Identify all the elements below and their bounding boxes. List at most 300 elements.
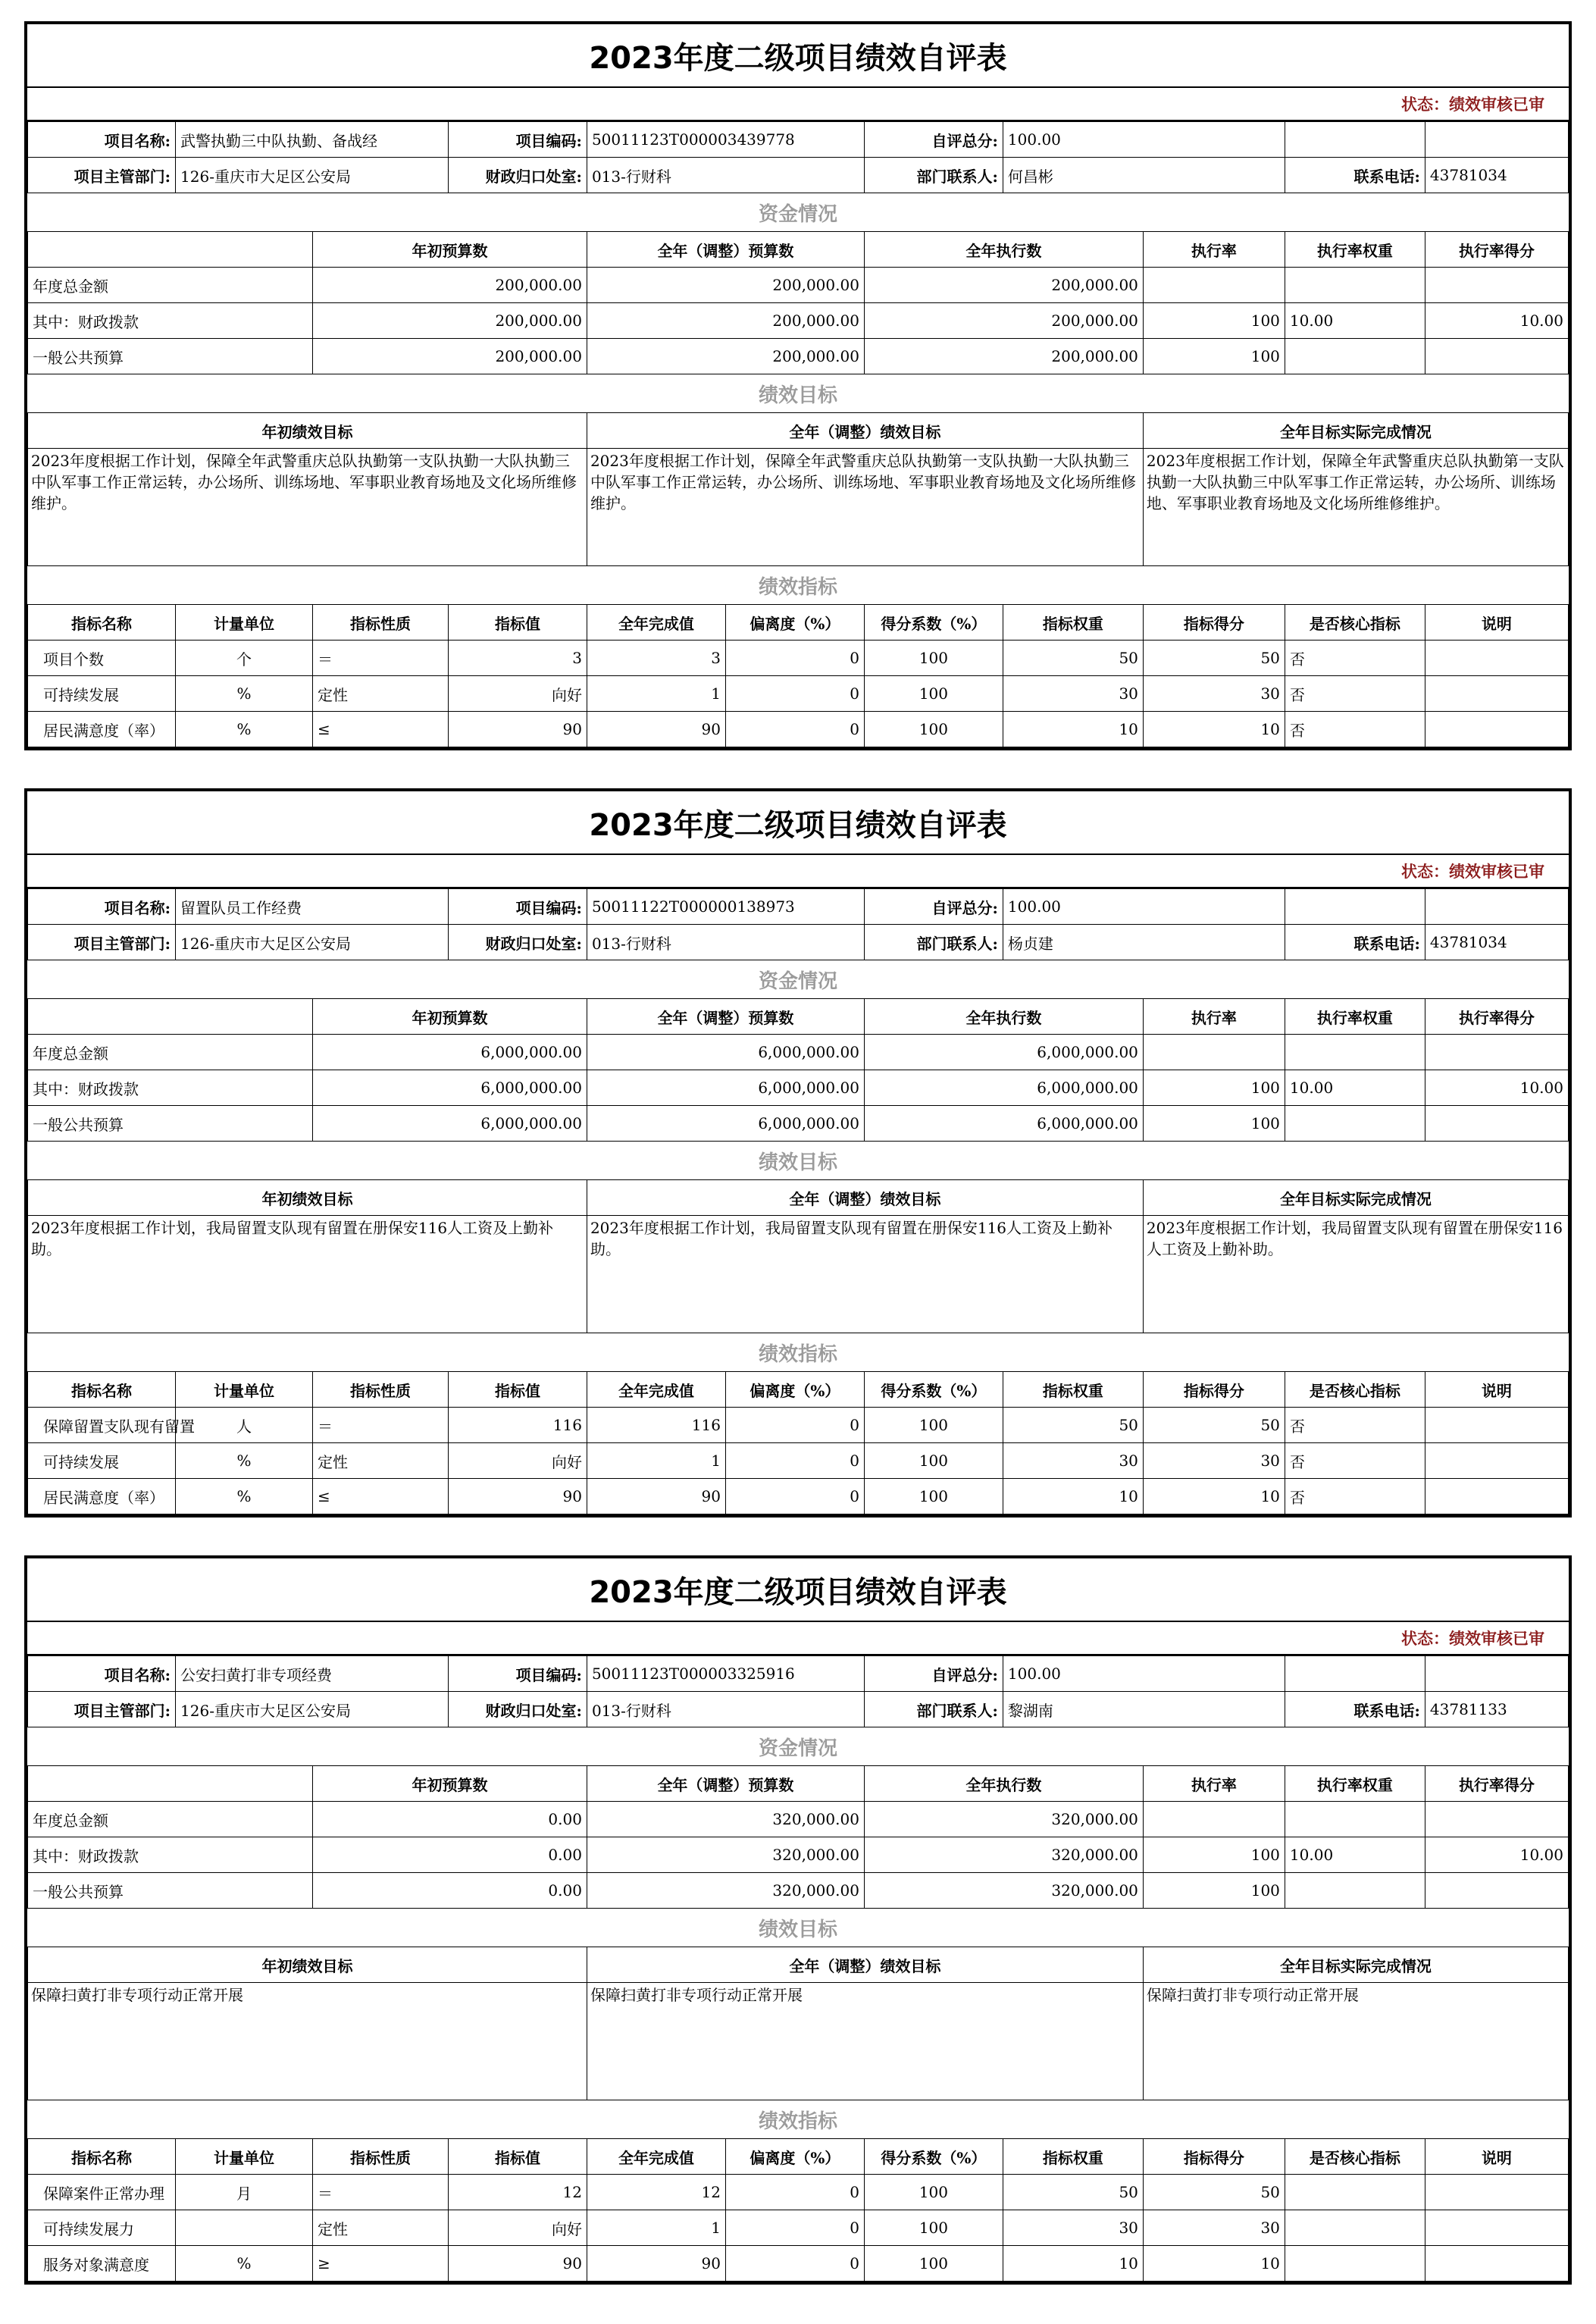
funds-column-header: 全年（调整）预算数 (587, 1766, 864, 1802)
indicators-section-header: 绩效指标 (28, 2100, 1569, 2139)
goal-column-header: 全年目标实际完成情况 (1143, 1947, 1568, 1983)
finance-office-value: 013-行财科 (587, 925, 864, 960)
indicator-name: 可持续发展 (28, 1443, 176, 1479)
rate-weight-value: 10.00 (1285, 1070, 1425, 1106)
initial-budget-value: 200,000.00 (313, 339, 587, 374)
project-name-value: 留置队员工作经费 (176, 889, 449, 925)
adjusted-budget-value: 200,000.00 (587, 303, 864, 339)
project-name-value: 公安扫黄打非专项经费 (176, 1656, 449, 1692)
project-name-value: 武警执勤三中队执勤、备战经 (176, 122, 449, 158)
indicator-note (1425, 1408, 1568, 1443)
indicator-coefficient: 100 (864, 1443, 1003, 1479)
project-name-label: 项目名称: (28, 1656, 176, 1692)
indicator-score: 10 (1143, 712, 1285, 747)
indicator-weight: 10 (1003, 1479, 1143, 1514)
goal-text: 2023年度根据工作计划，我局留置支队现有留置在册保安116人工资及上勤补助。 (1143, 1216, 1568, 1333)
execution-rate-value (1143, 268, 1285, 303)
indicator-row (28, 1479, 1569, 1514)
indicator-weight: 50 (1003, 2175, 1143, 2210)
indicator-nature: ≤ (313, 712, 449, 747)
indicator-column-header: 指标性质 (313, 1372, 449, 1408)
goal-text: 保障扫黄打非专项行动正常开展 (1143, 1983, 1568, 2100)
initial-budget-value: 0.00 (313, 1837, 587, 1873)
indicator-column-header: 指标性质 (313, 605, 449, 641)
status-row (27, 855, 1569, 888)
project-code-label: 项目编码: (448, 889, 587, 925)
indicator-deviation: 0 (725, 1408, 864, 1443)
rate-score-value: 10.00 (1425, 1837, 1568, 1873)
rate-weight-value: 10.00 (1285, 1837, 1425, 1873)
goal-text: 保障扫黄打非专项行动正常开展 (587, 1983, 1143, 2100)
indicator-score: 50 (1143, 641, 1285, 676)
adjusted-budget-value: 200,000.00 (587, 339, 864, 374)
indicator-column-header: 指标得分 (1143, 2139, 1285, 2175)
indicator-weight: 10 (1003, 712, 1143, 747)
indicator-actual: 116 (587, 1408, 725, 1443)
indicator-deviation: 0 (725, 2246, 864, 2282)
empty-cell (1425, 122, 1568, 158)
indicator-deviation: 0 (725, 1479, 864, 1514)
initial-budget-value: 0.00 (313, 1873, 587, 1909)
goals-row (28, 449, 1569, 566)
goal-column-header: 全年目标实际完成情况 (1143, 413, 1568, 449)
indicator-column-header: 指标得分 (1143, 1372, 1285, 1408)
funds-row (28, 303, 1569, 339)
form-table (27, 1655, 1569, 2282)
indicator-column-header: 全年完成值 (587, 605, 725, 641)
contact-person-label: 部门联系人: (864, 158, 1003, 193)
phone-value: 43781133 (1425, 1692, 1568, 1727)
indicator-nature: ≤ (313, 1479, 449, 1514)
execution-rate-value: 100 (1143, 1070, 1285, 1106)
dept-label: 项目主管部门: (28, 925, 176, 960)
dept-label: 项目主管部门: (28, 158, 176, 193)
execution-rate-value: 100 (1143, 339, 1285, 374)
rate-weight-value (1285, 1106, 1425, 1142)
indicator-column-header: 指标值 (448, 2139, 587, 2175)
initial-budget-value: 0.00 (313, 1802, 587, 1837)
executed-value: 320,000.00 (864, 1873, 1143, 1909)
executed-value: 6,000,000.00 (864, 1070, 1143, 1106)
contact-person-label: 部门联系人: (864, 925, 1003, 960)
indicator-value: 向好 (448, 2210, 587, 2246)
dept-label: 项目主管部门: (28, 1692, 176, 1727)
indicator-actual: 1 (587, 676, 725, 712)
indicator-nature: 定性 (313, 676, 449, 712)
funds-section-header: 资金情况 (28, 193, 1569, 232)
funds-column-header: 全年（调整）预算数 (587, 999, 864, 1035)
goals-section-header: 绩效目标 (28, 1142, 1569, 1180)
phone-label: 联系电话: (1285, 1692, 1425, 1727)
rate-weight-value (1285, 1035, 1425, 1070)
indicator-nature: ＝ (313, 1408, 449, 1443)
indicator-note (1425, 712, 1568, 747)
execution-rate-value (1143, 1035, 1285, 1070)
initial-budget-value: 6,000,000.00 (313, 1070, 587, 1106)
project-name-label: 项目名称: (28, 122, 176, 158)
indicator-weight: 10 (1003, 2246, 1143, 2282)
empty-cell (28, 232, 313, 268)
goal-text: 保障扫黄打非专项行动正常开展 (28, 1983, 587, 2100)
adjusted-budget-value: 6,000,000.00 (587, 1035, 864, 1070)
indicator-column-header: 全年完成值 (587, 2139, 725, 2175)
funds-column-header: 执行率得分 (1425, 232, 1568, 268)
indicator-column-header: 得分系数（%） (864, 1372, 1003, 1408)
funds-column-header: 执行率权重 (1285, 999, 1425, 1035)
self-score-label: 自评总分: (864, 122, 1003, 158)
status-row (27, 1622, 1569, 1655)
indicator-actual: 3 (587, 641, 725, 676)
indicators-section-header: 绩效指标 (28, 566, 1569, 605)
funds-row-label: 年度总金额 (28, 268, 313, 303)
indicator-actual: 1 (587, 1443, 725, 1479)
funds-header-row (28, 1766, 1569, 1802)
indicator-row (28, 641, 1569, 676)
funds-row-label: 年度总金额 (28, 1035, 313, 1070)
funds-column-header: 执行率权重 (1285, 232, 1425, 268)
indicator-score: 50 (1143, 1408, 1285, 1443)
indicators-section-header: 绩效指标 (28, 1333, 1569, 1372)
funds-row (28, 1837, 1569, 1873)
funds-section-header: 资金情况 (28, 960, 1569, 999)
contact-person-value: 黎湖南 (1003, 1692, 1285, 1727)
indicator-weight: 50 (1003, 1408, 1143, 1443)
funds-column-header: 全年执行数 (864, 999, 1143, 1035)
execution-rate-value: 100 (1143, 1873, 1285, 1909)
indicator-unit: 人 (176, 1408, 313, 1443)
goals-row (28, 1216, 1569, 1333)
goal-column-header: 年初绩效目标 (28, 1180, 587, 1216)
indicator-actual: 90 (587, 712, 725, 747)
indicator-core-flag (1285, 2210, 1425, 2246)
funds-row-label: 年度总金额 (28, 1802, 313, 1837)
goals-row (28, 1983, 1569, 2100)
goal-column-header: 年初绩效目标 (28, 413, 587, 449)
indicator-core-flag: 否 (1285, 1443, 1425, 1479)
indicator-unit: % (176, 1479, 313, 1514)
finance-office-label: 财政归口处室: (448, 1692, 587, 1727)
empty-cell (1425, 1656, 1568, 1692)
indicator-value: 向好 (448, 676, 587, 712)
self-score-value: 100.00 (1003, 122, 1285, 158)
status-text: 状态：绩效审核已审 (1401, 862, 1544, 881)
execution-rate-value (1143, 1802, 1285, 1837)
indicator-unit: 月 (176, 2175, 313, 2210)
goal-text: 2023年度根据工作计划，保障全年武警重庆总队执勤第一支队执勤一大队执勤三中队军事工作正常运转，办公场所、训练场地、军事职业教育场地及文化场所维修维护。 (28, 449, 587, 566)
finance-office-label: 财政归口处室: (448, 158, 587, 193)
adjusted-budget-value: 200,000.00 (587, 268, 864, 303)
indicator-column-header: 指标名称 (28, 1372, 176, 1408)
info-row (28, 158, 1569, 193)
goal-text: 2023年度根据工作计划，保障全年武警重庆总队执勤第一支队执勤一大队执勤三中队军事工作正常运转，办公场所、训练场地、军事职业教育场地及文化场所维修维护。 (1143, 449, 1568, 566)
info-row (28, 1692, 1569, 1727)
dept-value: 126-重庆市大足区公安局 (176, 158, 449, 193)
indicator-coefficient: 100 (864, 2246, 1003, 2282)
project-name-label: 项目名称: (28, 889, 176, 925)
indicator-weight: 50 (1003, 641, 1143, 676)
self-score-label: 自评总分: (864, 1656, 1003, 1692)
rate-score-value (1425, 268, 1568, 303)
phone-value: 43781034 (1425, 158, 1568, 193)
funds-header-row (28, 999, 1569, 1035)
indicator-column-header: 偏离度（%） (725, 605, 864, 641)
indicator-value: 90 (448, 1479, 587, 1514)
goal-text: 2023年度根据工作计划，保障全年武警重庆总队执勤第一支队执勤一大队执勤三中队军事工作正常运转，办公场所、训练场地、军事职业教育场地及文化场所维修维护。 (587, 449, 1143, 566)
indicator-note (1425, 2175, 1568, 2210)
funds-row-label: 一般公共预算 (28, 1873, 313, 1909)
phone-label: 联系电话: (1285, 925, 1425, 960)
self-score-label: 自评总分: (864, 889, 1003, 925)
goal-column-header: 全年（调整）绩效目标 (587, 1180, 1143, 1216)
indicator-header-row (28, 605, 1569, 641)
finance-office-value: 013-行财科 (587, 1692, 864, 1727)
indicator-column-header: 偏离度（%） (725, 1372, 864, 1408)
indicator-name: 居民满意度（率） (28, 1479, 176, 1514)
indicator-column-header: 指标权重 (1003, 605, 1143, 641)
funds-row (28, 1035, 1569, 1070)
indicator-weight: 30 (1003, 676, 1143, 712)
rate-score-value (1425, 1035, 1568, 1070)
indicator-core-flag (1285, 2246, 1425, 2282)
project-code-label: 项目编码: (448, 1656, 587, 1692)
goals-header-row (28, 1180, 1569, 1216)
funds-row (28, 1070, 1569, 1106)
funds-column-header: 执行率权重 (1285, 1766, 1425, 1802)
indicator-nature: ＝ (313, 641, 449, 676)
executed-value: 6,000,000.00 (864, 1035, 1143, 1070)
indicator-unit: % (176, 712, 313, 747)
indicator-row (28, 1408, 1569, 1443)
goals-section-header: 绩效目标 (28, 374, 1569, 413)
rate-weight-value (1285, 339, 1425, 374)
funds-section-header: 资金情况 (28, 1727, 1569, 1766)
status-row (27, 88, 1569, 121)
goal-text: 2023年度根据工作计划，我局留置支队现有留置在册保安116人工资及上勤补助。 (28, 1216, 587, 1333)
project-code-label: 项目编码: (448, 122, 587, 158)
project-code-value: 50011123T000003439778 (587, 122, 864, 158)
indicator-column-header: 指标名称 (28, 605, 176, 641)
indicator-column-header: 指标权重 (1003, 1372, 1143, 1408)
funds-column-header: 年初预算数 (313, 232, 587, 268)
dept-value: 126-重庆市大足区公安局 (176, 925, 449, 960)
empty-cell (28, 1766, 313, 1802)
indicator-core-flag: 否 (1285, 1479, 1425, 1514)
funds-row (28, 1873, 1569, 1909)
goal-column-header: 年初绩效目标 (28, 1947, 587, 1983)
initial-budget-value: 200,000.00 (313, 303, 587, 339)
self-score-value: 100.00 (1003, 889, 1285, 925)
indicator-header-row (28, 2139, 1569, 2175)
initial-budget-value: 200,000.00 (313, 268, 587, 303)
indicator-coefficient: 100 (864, 712, 1003, 747)
funds-row (28, 339, 1569, 374)
goal-column-header: 全年（调整）绩效目标 (587, 1947, 1143, 1983)
empty-cell (1425, 889, 1568, 925)
funds-column-header: 执行率得分 (1425, 1766, 1568, 1802)
funds-header-row (28, 232, 1569, 268)
contact-person-value: 杨贞建 (1003, 925, 1285, 960)
indicator-value: 3 (448, 641, 587, 676)
indicator-column-header: 是否核心指标 (1285, 2139, 1425, 2175)
rate-score-value (1425, 1106, 1568, 1142)
indicator-note (1425, 1443, 1568, 1479)
indicator-core-flag (1285, 2175, 1425, 2210)
finance-office-label: 财政归口处室: (448, 925, 587, 960)
indicator-row (28, 676, 1569, 712)
indicator-column-header: 全年完成值 (587, 1372, 725, 1408)
goal-column-header: 全年（调整）绩效目标 (587, 413, 1143, 449)
status-text: 状态：绩效审核已审 (1401, 95, 1544, 114)
info-row (28, 1656, 1569, 1692)
indicator-deviation: 0 (725, 1443, 864, 1479)
indicator-column-header: 计量单位 (176, 1372, 313, 1408)
indicator-row (28, 2246, 1569, 2282)
adjusted-budget-value: 6,000,000.00 (587, 1106, 864, 1142)
indicator-actual: 12 (587, 2175, 725, 2210)
indicator-column-header: 指标值 (448, 605, 587, 641)
indicator-unit: % (176, 676, 313, 712)
indicator-column-header: 指标名称 (28, 2139, 176, 2175)
indicator-value: 12 (448, 2175, 587, 2210)
executed-value: 200,000.00 (864, 303, 1143, 339)
status-text: 状态：绩效审核已审 (1401, 1629, 1544, 1648)
evaluation-form (24, 21, 1572, 750)
evaluation-form (24, 1555, 1572, 2285)
indicator-coefficient: 100 (864, 2175, 1003, 2210)
indicator-column-header: 计量单位 (176, 2139, 313, 2175)
indicator-unit (176, 2210, 313, 2246)
indicator-actual: 90 (587, 2246, 725, 2282)
execution-rate-value: 100 (1143, 1106, 1285, 1142)
indicator-note (1425, 1479, 1568, 1514)
indicator-unit: % (176, 2246, 313, 2282)
rate-score-value (1425, 339, 1568, 374)
indicator-row (28, 712, 1569, 747)
indicator-coefficient: 100 (864, 1479, 1003, 1514)
indicator-note (1425, 676, 1568, 712)
adjusted-budget-value: 320,000.00 (587, 1837, 864, 1873)
indicator-column-header: 说明 (1425, 2139, 1568, 2175)
indicator-score: 50 (1143, 2175, 1285, 2210)
indicator-column-header: 说明 (1425, 605, 1568, 641)
goals-header-row (28, 1947, 1569, 1983)
indicator-core-flag: 否 (1285, 1408, 1425, 1443)
indicator-column-header: 指标权重 (1003, 2139, 1143, 2175)
indicator-coefficient: 100 (864, 2210, 1003, 2246)
funds-row-label: 一般公共预算 (28, 1106, 313, 1142)
indicator-nature: ≥ (313, 2246, 449, 2282)
info-row (28, 925, 1569, 960)
indicator-row (28, 2175, 1569, 2210)
indicator-column-header: 是否核心指标 (1285, 605, 1425, 641)
executed-value: 200,000.00 (864, 339, 1143, 374)
goal-text: 2023年度根据工作计划，我局留置支队现有留置在册保安116人工资及上勤补助。 (587, 1216, 1143, 1333)
goals-header-row (28, 413, 1569, 449)
indicator-deviation: 0 (725, 676, 864, 712)
indicator-value: 90 (448, 2246, 587, 2282)
funds-column-header: 年初预算数 (313, 1766, 587, 1802)
indicator-coefficient: 100 (864, 1408, 1003, 1443)
indicator-weight: 30 (1003, 2210, 1143, 2246)
form-table (27, 888, 1569, 1514)
indicator-core-flag: 否 (1285, 641, 1425, 676)
funds-row-label: 其中：财政拨款 (28, 303, 313, 339)
indicator-deviation: 0 (725, 2210, 864, 2246)
form-table (27, 121, 1569, 747)
indicator-name: 可持续发展 (28, 676, 176, 712)
indicator-nature: ＝ (313, 2175, 449, 2210)
indicator-coefficient: 100 (864, 676, 1003, 712)
funds-column-header: 年初预算数 (313, 999, 587, 1035)
funds-column-header: 执行率 (1143, 232, 1285, 268)
indicator-deviation: 0 (725, 641, 864, 676)
funds-column-header: 执行率 (1143, 999, 1285, 1035)
indicator-note (1425, 641, 1568, 676)
executed-value: 320,000.00 (864, 1837, 1143, 1873)
dept-value: 126-重庆市大足区公安局 (176, 1692, 449, 1727)
executed-value: 200,000.00 (864, 268, 1143, 303)
funds-row-label: 一般公共预算 (28, 339, 313, 374)
indicator-name: 居民满意度（率） (28, 712, 176, 747)
phone-label: 联系电话: (1285, 158, 1425, 193)
funds-row-label: 其中：财政拨款 (28, 1837, 313, 1873)
project-code-value: 50011122T000000138973 (587, 889, 864, 925)
indicator-name: 项目个数 (28, 641, 176, 676)
indicator-score: 30 (1143, 2210, 1285, 2246)
funds-column-header: 执行率得分 (1425, 999, 1568, 1035)
indicator-name: 保障留置支队现有留置 (28, 1408, 176, 1443)
executed-value: 320,000.00 (864, 1802, 1143, 1837)
indicator-column-header: 是否核心指标 (1285, 1372, 1425, 1408)
indicator-score: 30 (1143, 1443, 1285, 1479)
phone-value: 43781034 (1425, 925, 1568, 960)
form-title: 2023年度二级项目绩效自评表 (27, 24, 1569, 88)
indicator-unit: 个 (176, 641, 313, 676)
rate-score-value: 10.00 (1425, 303, 1568, 339)
indicator-name: 可持续发展力 (28, 2210, 176, 2246)
indicator-name: 保障案件正常办理 (28, 2175, 176, 2210)
empty-cell (1285, 122, 1425, 158)
form-title: 2023年度二级项目绩效自评表 (27, 791, 1569, 855)
info-row (28, 889, 1569, 925)
indicator-core-flag: 否 (1285, 712, 1425, 747)
indicator-actual: 1 (587, 2210, 725, 2246)
rate-weight-value (1285, 268, 1425, 303)
indicator-core-flag: 否 (1285, 676, 1425, 712)
indicator-row (28, 1443, 1569, 1479)
indicator-header-row (28, 1372, 1569, 1408)
form-title: 2023年度二级项目绩效自评表 (27, 1558, 1569, 1622)
project-code-value: 50011123T000003325916 (587, 1656, 864, 1692)
execution-rate-value: 100 (1143, 303, 1285, 339)
funds-column-header: 全年执行数 (864, 232, 1143, 268)
indicator-score: 10 (1143, 1479, 1285, 1514)
indicator-value: 90 (448, 712, 587, 747)
indicator-coefficient: 100 (864, 641, 1003, 676)
funds-column-header: 全年（调整）预算数 (587, 232, 864, 268)
funds-row-label: 其中：财政拨款 (28, 1070, 313, 1106)
empty-cell (1285, 889, 1425, 925)
goal-column-header: 全年目标实际完成情况 (1143, 1180, 1568, 1216)
indicator-row (28, 2210, 1569, 2246)
indicator-column-header: 指标得分 (1143, 605, 1285, 641)
indicator-column-header: 得分系数（%） (864, 2139, 1003, 2175)
contact-person-label: 部门联系人: (864, 1692, 1003, 1727)
indicator-deviation: 0 (725, 712, 864, 747)
empty-cell (28, 999, 313, 1035)
funds-row (28, 268, 1569, 303)
indicator-note (1425, 2210, 1568, 2246)
